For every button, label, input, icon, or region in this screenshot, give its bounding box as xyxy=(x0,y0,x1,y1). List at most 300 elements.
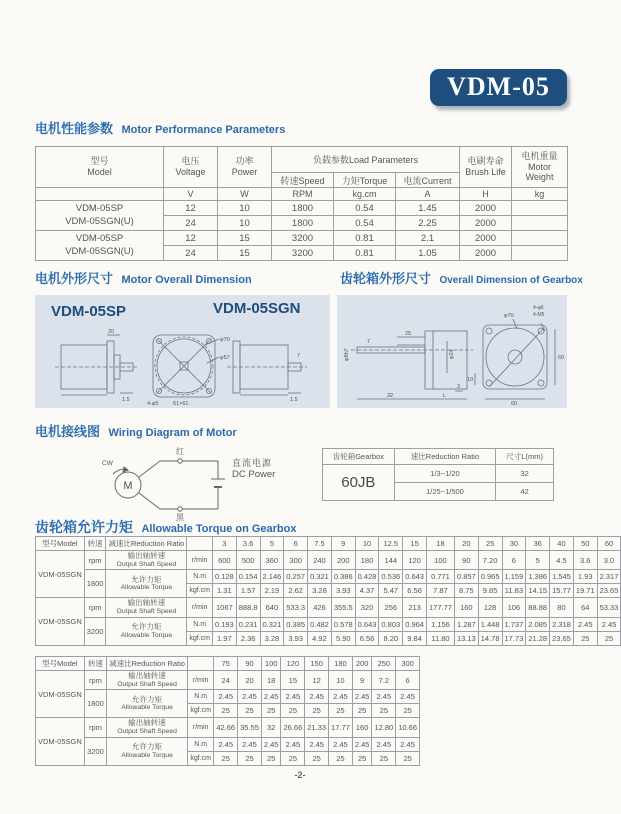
motor-symbol-label: M xyxy=(123,480,133,492)
unit-cell: kgf.cm xyxy=(187,751,213,765)
allowable-torque-nm-row xyxy=(36,617,621,631)
value-cell xyxy=(512,216,568,231)
speed-cell: 20 xyxy=(238,671,262,690)
unit-cell: W xyxy=(218,188,272,201)
speed-cell: 144 xyxy=(379,551,403,570)
unit-cell: N.m xyxy=(187,570,213,584)
speed-cell: 53.33 xyxy=(597,598,621,617)
speed-cell: 3.0 xyxy=(597,551,621,570)
torque-cell: 2.45 xyxy=(329,690,353,704)
ratio-header-cell: 10 xyxy=(355,537,379,551)
torque-cell: 2.146 xyxy=(260,570,284,584)
col-header-motor-weight xyxy=(512,147,568,188)
value-cell: 15 xyxy=(218,246,272,261)
col-header-torque: 力矩Torque xyxy=(334,173,396,188)
col-header-model: 型号Model xyxy=(36,537,85,551)
label: 输出轴转速 xyxy=(128,718,166,728)
torque-cell: 25 xyxy=(396,751,420,765)
torque-cell: 3.28 xyxy=(260,631,284,645)
value-cell xyxy=(512,201,568,216)
ratio-header-cell: 100 xyxy=(261,657,281,671)
rpm-label-cell: rpm xyxy=(84,551,106,570)
model-name: VDM-05SP xyxy=(75,233,124,245)
speed-cell: 180 xyxy=(355,551,379,570)
output-shaft-speed-label xyxy=(106,598,187,617)
label: Brush Life xyxy=(465,167,506,177)
model-cell xyxy=(36,231,164,261)
speed-cell: 160 xyxy=(454,598,478,617)
speed-cell: 42.66 xyxy=(214,718,238,737)
perf-data-row xyxy=(36,201,568,216)
torque-cell: 2.62 xyxy=(284,584,308,598)
speed-cell: 4.5 xyxy=(550,551,574,570)
value-cell: 24 xyxy=(164,216,218,231)
unit-cell: r/min xyxy=(187,671,213,690)
label: Output Shaft Speed xyxy=(116,608,177,616)
section-title-en: Motor Performance Parameters xyxy=(121,124,286,136)
output-speed-row xyxy=(36,671,420,690)
value-cell xyxy=(512,246,568,261)
red-wire-label: 红 xyxy=(176,447,184,456)
value-cell: 3200 xyxy=(272,231,334,246)
torque-cell: 2.45 xyxy=(597,617,621,631)
section-title-zh: 电机外形尺寸 xyxy=(35,271,114,286)
torque-cell: 1.448 xyxy=(478,617,502,631)
label: 输出轴转速 xyxy=(127,598,166,608)
speed-cell: 15 xyxy=(281,671,305,690)
torque-cell: 2.45 xyxy=(305,690,329,704)
value-cell: 1.45 xyxy=(396,201,460,216)
speed-cell: 1067 xyxy=(212,598,236,617)
ratio-header-cell: 200 xyxy=(352,657,372,671)
value-cell: 0.81 xyxy=(334,231,396,246)
torque-header-row xyxy=(36,537,621,551)
dimension-label: 4-M5 xyxy=(533,312,545,318)
torque-header-row xyxy=(36,657,420,671)
motor-dimension-panel xyxy=(35,295,330,408)
speed-cell: 256 xyxy=(379,598,403,617)
torque-table-1 xyxy=(35,536,621,646)
torque-cell: 25 xyxy=(329,704,353,718)
torque-cell: 2.45 xyxy=(305,737,329,751)
speed-cell: 128 xyxy=(478,598,502,617)
torque-cell: 25 xyxy=(281,751,305,765)
torque-cell: 2.45 xyxy=(238,690,262,704)
torque-cell: 25 xyxy=(261,751,281,765)
speed-cell: 426 xyxy=(308,598,332,617)
model-cell xyxy=(36,201,164,231)
torque-cell: 0.386 xyxy=(331,570,355,584)
unit-cell: N.m xyxy=(187,690,213,704)
col-header-brush-life xyxy=(460,147,512,188)
torque-cell: 1.57 xyxy=(236,584,260,598)
label: Allowable Torque xyxy=(120,584,173,592)
torque-cell: 25 xyxy=(372,751,396,765)
black-wire-label: 黑 xyxy=(176,513,184,522)
gear-header-row xyxy=(323,449,554,465)
torque-cell: 2.45 xyxy=(396,690,420,704)
dc-power-en: DC Power xyxy=(232,469,276,481)
ratio-header-cell: 6 xyxy=(284,537,308,551)
cw-label: CW xyxy=(102,460,113,467)
label: 允许力矩 xyxy=(132,694,163,704)
dimension-label: φ8h7 xyxy=(344,348,350,361)
section-title-performance xyxy=(35,118,285,138)
torque-cell: 1.737 xyxy=(502,617,526,631)
dc-power-zh: 直流电源 xyxy=(232,458,273,468)
value-cell: 2.1 xyxy=(396,231,460,246)
torque-cell: 4.92 xyxy=(308,631,332,645)
value-cell: 0.81 xyxy=(334,246,396,261)
torque-cell: 13.13 xyxy=(454,631,478,645)
torque-cell: 2.19 xyxy=(260,584,284,598)
ratio-header-cell: 60 xyxy=(597,537,621,551)
speed-cell: 100 xyxy=(426,551,454,570)
torque-cell: 25 xyxy=(238,751,262,765)
ratio-header-cell: 20 xyxy=(454,537,478,551)
torque-cell: 1.31 xyxy=(212,584,236,598)
torque-cell: 9.85 xyxy=(478,584,502,598)
torque-cell: 0.536 xyxy=(379,570,403,584)
torque-cell: 0.257 xyxy=(284,570,308,584)
speed-cell: 9 xyxy=(352,671,372,690)
torque-cell: 3.28 xyxy=(308,584,332,598)
ratio-header-cell: 36 xyxy=(526,537,550,551)
speed-cell: 21.33 xyxy=(305,718,329,737)
unit-cell: V xyxy=(164,188,218,201)
unit-cell: kg xyxy=(512,188,568,201)
torque-cell: 6.56 xyxy=(403,584,427,598)
torque-cell: 25 xyxy=(352,704,372,718)
output-speed-row xyxy=(36,551,621,570)
torque-cell: 0.193 xyxy=(212,617,236,631)
speed-value-cell: 1800 xyxy=(84,570,106,598)
dimension-label: 32 xyxy=(387,393,394,399)
output-shaft-speed-label xyxy=(107,718,188,737)
value-cell: 0.54 xyxy=(334,216,396,231)
unit-cell: RPM xyxy=(272,188,334,201)
torque-cell: 0.857 xyxy=(454,570,478,584)
value-cell: 12 xyxy=(164,231,218,246)
speed-cell: 18 xyxy=(261,671,281,690)
value-cell: 15 xyxy=(218,231,272,246)
ratio-header-cell: 3.6 xyxy=(236,537,260,551)
torque-cell: 2.45 xyxy=(214,737,238,751)
unit-cell: kg.cm xyxy=(334,188,396,201)
col-header-load-parameters: 负载参数Load Parameters xyxy=(272,147,460,173)
col-header-current: 电流Current xyxy=(396,173,460,188)
allowable-torque-label xyxy=(107,737,188,765)
torque-cell: 25 xyxy=(238,704,262,718)
speed-cell: 200 xyxy=(331,551,355,570)
dimension-label: 3 xyxy=(457,384,461,390)
speed-cell: 10 xyxy=(329,671,353,690)
ratio-header-cell: 30 xyxy=(502,537,526,551)
gearbox-name-cell: 60JB xyxy=(323,465,395,501)
torque-cell: 8.75 xyxy=(454,584,478,598)
label: Allowable Torque xyxy=(121,704,173,712)
torque-cell: 19.71 xyxy=(573,584,597,598)
speed-cell: 35.55 xyxy=(238,718,262,737)
unit-cell: r/min xyxy=(187,551,213,570)
dimension-label: φ70 xyxy=(504,313,514,319)
unit-cell: kgf.cm xyxy=(187,584,213,598)
col-header-power xyxy=(218,147,272,188)
torque-cell: 25 xyxy=(305,704,329,718)
speed-cell: 600 xyxy=(212,551,236,570)
torque-cell: 25 xyxy=(329,751,353,765)
section-title-zh: 电机接线图 xyxy=(35,424,101,439)
ratio-header-cell: 25 xyxy=(478,537,502,551)
torque-cell: 5.90 xyxy=(331,631,355,645)
torque-cell: 2.45 xyxy=(281,737,305,751)
torque-cell: 0.231 xyxy=(236,617,260,631)
speed-cell: 533.3 xyxy=(284,598,308,617)
gearbox-dimension-panel xyxy=(337,295,567,408)
output-shaft-speed-label xyxy=(106,551,187,570)
speed-cell: 26.66 xyxy=(281,718,305,737)
torque-cell: 1.545 xyxy=(550,570,574,584)
torque-cell: 0.154 xyxy=(236,570,260,584)
unit-cell: r/min xyxy=(187,718,213,737)
label: 功率 xyxy=(235,156,254,167)
torque-cell: 2.318 xyxy=(550,617,574,631)
torque-cell: 25 xyxy=(261,704,281,718)
page-number: -2- xyxy=(294,770,306,780)
torque-cell: 0.321 xyxy=(260,617,284,631)
torque-cell: 0.578 xyxy=(331,617,355,631)
drawing-label-vdm05sgn: VDM-05SGN xyxy=(213,300,301,317)
unit-cell: H xyxy=(460,188,512,201)
section-title-en: Wiring Diagram of Motor xyxy=(108,427,237,439)
speed-cell: 88.88 xyxy=(526,598,550,617)
model-name: VDM-05SGN(U) xyxy=(65,215,134,227)
label: 输出轴转速 xyxy=(128,671,166,680)
value-cell: 12 xyxy=(164,201,218,216)
torque-cell: 2.45 xyxy=(261,690,281,704)
speed-cell: 320 xyxy=(355,598,379,617)
torque-cell: 25 xyxy=(573,631,597,645)
section-title-wiring xyxy=(35,421,237,441)
value-cell: 10 xyxy=(218,216,272,231)
label: 电机重量 xyxy=(521,150,558,161)
torque-cell: 0.128 xyxy=(212,570,236,584)
torque-cell: 2.45 xyxy=(281,690,305,704)
output-speed-row xyxy=(36,598,621,617)
speed-cell: 7.2 xyxy=(372,671,396,690)
speed-cell: 888.8 xyxy=(236,598,260,617)
torque-cell: 2.36 xyxy=(236,631,260,645)
empty-cell xyxy=(36,188,164,201)
col-header-speed: 转速 xyxy=(84,537,106,551)
ratio-header-cell: 300 xyxy=(396,657,420,671)
torque-cell: 2.45 xyxy=(214,690,238,704)
torque-cell: 2.45 xyxy=(329,737,353,751)
speed-value-cell: 3200 xyxy=(84,617,106,645)
speed-cell: 360 xyxy=(260,551,284,570)
speed-cell: 177.77 xyxy=(426,598,454,617)
torque-cell: 0.965 xyxy=(478,570,502,584)
label: Output Shaft Speed xyxy=(117,680,177,688)
label: 型号 xyxy=(90,156,109,167)
label: Output Shaft Speed xyxy=(116,560,177,568)
torque-cell: 8.20 xyxy=(379,631,403,645)
speed-cell: 355.5 xyxy=(331,598,355,617)
value-cell: 1800 xyxy=(272,201,334,216)
speed-cell: 12.80 xyxy=(372,718,396,737)
label: 电刷寿命 xyxy=(467,156,504,167)
rpm-label-cell: rpm xyxy=(84,718,106,737)
torque-cell: 1.93 xyxy=(573,570,597,584)
speed-cell: 5 xyxy=(526,551,550,570)
dimension-label: 7 xyxy=(297,353,301,359)
torque-cell: 9.84 xyxy=(403,631,427,645)
col-header-reduction-ratio: 减速比Reduction Ratio xyxy=(107,657,188,671)
value-cell: 0.54 xyxy=(334,201,396,216)
model-badge: VDM-05 xyxy=(430,69,567,106)
torque-cell: 2.317 xyxy=(597,570,621,584)
gear-data-row xyxy=(323,465,554,483)
dimension-label: L xyxy=(443,393,447,399)
torque-cell: 15.77 xyxy=(550,584,574,598)
value-cell: 1.05 xyxy=(396,246,460,261)
ratio-header-cell: 75 xyxy=(214,657,238,671)
model-cell: VDM-05SGN xyxy=(36,551,85,598)
torque-cell: 1.156 xyxy=(426,617,454,631)
speed-cell: 500 xyxy=(236,551,260,570)
value-cell: 10 xyxy=(218,201,272,216)
performance-table xyxy=(35,146,568,261)
torque-cell: 25 xyxy=(214,704,238,718)
torque-cell: 0.771 xyxy=(426,570,454,584)
speed-cell: 17.77 xyxy=(329,718,353,737)
speed-cell: 6 xyxy=(502,551,526,570)
label: Output Shaft Speed xyxy=(117,728,177,736)
ratio-header-cell: 120 xyxy=(281,657,305,671)
torque-cell: 14.78 xyxy=(478,631,502,645)
torque-cell: 0.643 xyxy=(355,617,379,631)
torque-cell: 1.159 xyxy=(502,570,526,584)
speed-cell: 300 xyxy=(284,551,308,570)
torque-cell: 25 xyxy=(281,704,305,718)
dimension-label: 4-φ5 xyxy=(147,401,159,407)
dimension-label: 60 xyxy=(558,355,565,361)
section-title-torque xyxy=(35,517,297,537)
col-header-reduction-ratio: 减速比Reduction Ratio xyxy=(106,537,187,551)
label: Allowable Torque xyxy=(121,751,173,759)
torque-cell: 0.643 xyxy=(403,570,427,584)
torque-cell: 7.87 xyxy=(426,584,454,598)
speed-cell: 160 xyxy=(352,718,372,737)
torque-cell: 2.45 xyxy=(238,737,262,751)
model-cell: VDM-05SGN xyxy=(36,598,85,645)
speed-cell: 90 xyxy=(454,551,478,570)
speed-cell: 6 xyxy=(396,671,420,690)
perf-units-row xyxy=(36,188,568,201)
dimension-label: φ70 xyxy=(220,337,230,343)
speed-cell: 3.6 xyxy=(573,551,597,570)
section-title-en: Allowable Torque on Gearbox xyxy=(141,523,297,535)
col-header-size: 尺寸L(mm) xyxy=(496,449,554,465)
torque-cell: 11.80 xyxy=(426,631,454,645)
torque-cell: 2.45 xyxy=(352,690,372,704)
rpm-label-cell: rpm xyxy=(84,671,106,690)
speed-cell: 213 xyxy=(403,598,427,617)
allowable-torque-label xyxy=(106,570,187,598)
torque-cell: 1.97 xyxy=(212,631,236,645)
section-title-zh: 齿轮箱允许力矩 xyxy=(35,519,133,535)
ratio-header-cell: 5 xyxy=(260,537,284,551)
speed-cell: 32 xyxy=(261,718,281,737)
unit-cell: A xyxy=(396,188,460,201)
section-title-motor-dimension xyxy=(35,268,252,288)
torque-cell: 25 xyxy=(214,751,238,765)
allowable-torque-nm-row xyxy=(36,737,420,751)
label: 允许力矩 xyxy=(131,574,162,584)
torque-cell: 2.085 xyxy=(526,617,550,631)
torque-cell: 25 xyxy=(305,751,329,765)
dimension-label: 61×61 xyxy=(173,401,189,407)
value-cell: 2000 xyxy=(460,246,512,261)
model-name: VDM-05SP xyxy=(75,203,124,215)
dimension-label: φ24 xyxy=(449,349,455,359)
torque-cell: 21.28 xyxy=(526,631,550,645)
col-header-speed: 转速 xyxy=(84,657,106,671)
torque-cell: 25 xyxy=(396,704,420,718)
value-cell: 3200 xyxy=(272,246,334,261)
speed-cell: 64 xyxy=(573,598,597,617)
col-header-unit xyxy=(187,537,213,551)
torque-cell: 1.386 xyxy=(526,570,550,584)
torque-cell: 0.964 xyxy=(403,617,427,631)
torque-cell: 0.482 xyxy=(308,617,332,631)
section-title-zh: 电机性能参数 xyxy=(35,121,114,136)
speed-cell: 10.66 xyxy=(396,718,420,737)
torque-cell: 25 xyxy=(597,631,621,645)
dimension-label: 25 xyxy=(405,331,412,337)
ratio-header-cell: 7.5 xyxy=(308,537,332,551)
torque-cell: 2.45 xyxy=(396,737,420,751)
torque-cell: 2.45 xyxy=(261,737,281,751)
ratio-header-cell: 15 xyxy=(403,537,427,551)
ratio-header-cell: 9 xyxy=(331,537,355,551)
model-cell: VDM-05SGN xyxy=(36,671,85,718)
unit-cell: N.m xyxy=(187,617,213,631)
speed-cell: 80 xyxy=(550,598,574,617)
model-cell: VDM-05SGN xyxy=(36,718,85,765)
torque-cell: 2.45 xyxy=(573,617,597,631)
ratio-header-cell: 12.5 xyxy=(379,537,403,551)
value-cell: 2000 xyxy=(460,216,512,231)
label: Model xyxy=(87,167,112,177)
torque-cell: 25 xyxy=(352,751,372,765)
torque-cell: 0.803 xyxy=(379,617,403,631)
torque-cell: 0.385 xyxy=(284,617,308,631)
output-speed-row xyxy=(36,718,420,737)
torque-cell: 14.15 xyxy=(526,584,550,598)
allowable-torque-label xyxy=(106,617,187,645)
section-title-en: Motor Overall Dimension xyxy=(121,274,252,286)
ratio-header-cell: 180 xyxy=(329,657,353,671)
col-header-model: 型号Model xyxy=(36,657,85,671)
label: 允许力矩 xyxy=(131,622,162,632)
speed-cell: 120 xyxy=(403,551,427,570)
section-title-zh: 齿轮箱外形尺寸 xyxy=(340,271,432,286)
col-header-model xyxy=(36,147,164,188)
speed-cell: 12 xyxy=(305,671,329,690)
dimension-label: 1.5 xyxy=(290,397,298,403)
torque-cell: 17.73 xyxy=(502,631,526,645)
